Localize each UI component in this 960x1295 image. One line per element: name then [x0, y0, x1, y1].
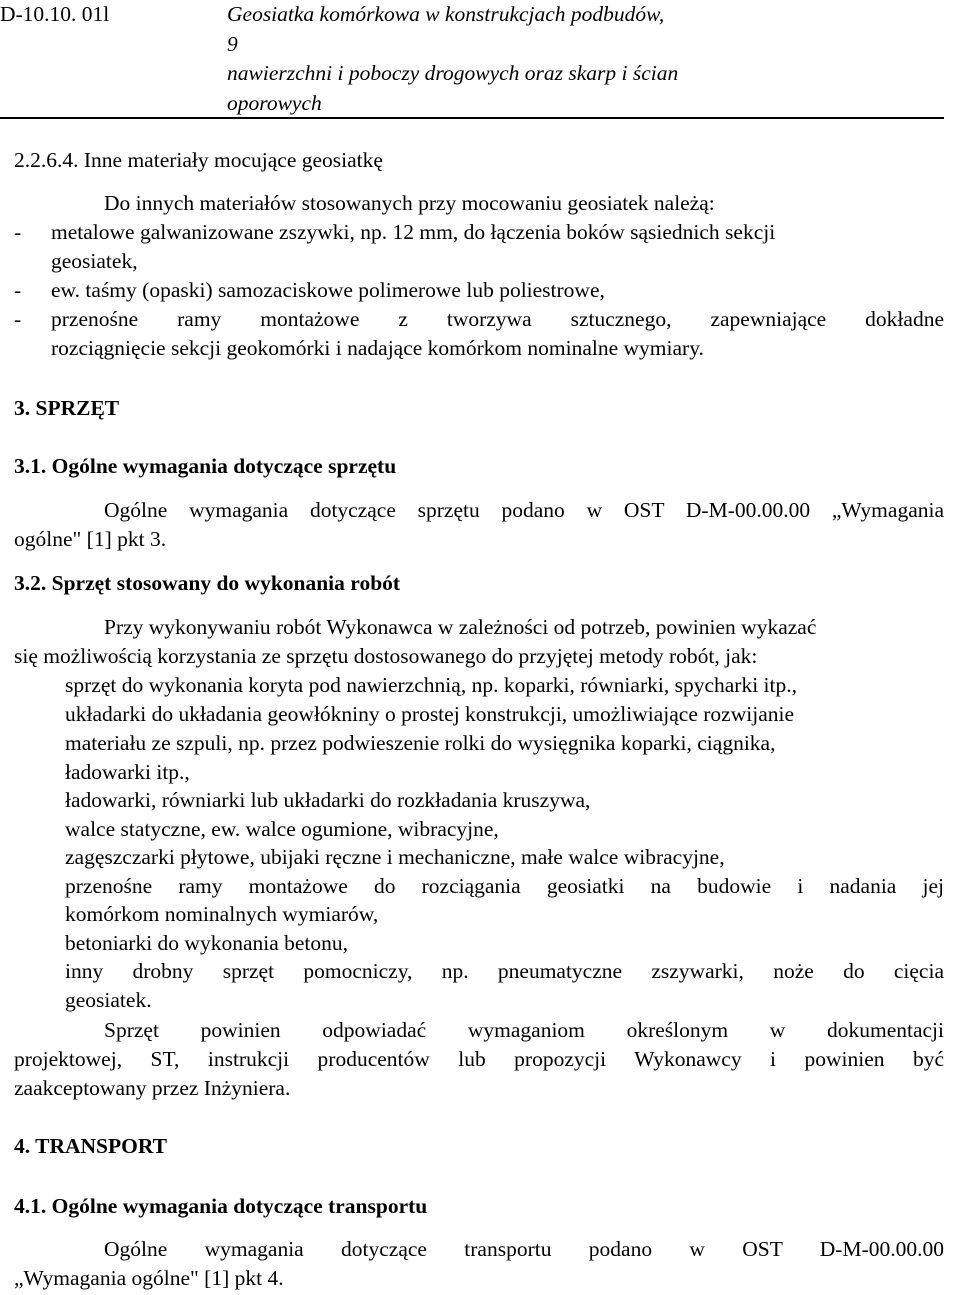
list-item-line: betoniarki do wykonania betonu,	[65, 931, 349, 955]
list-dash: -	[14, 307, 22, 331]
list-item-line: inny drobny sprzęt pomocniczy, np. pneumatyczne zszywarki, noże do cięcia	[65, 959, 944, 983]
section-heading: 3.1. Ogólne wymagania dotyczące sprzętu	[14, 454, 397, 478]
paragraph-line: „Wymagania ogólne" [1] pkt 4.	[14, 1266, 284, 1290]
list-dash: -	[14, 278, 22, 302]
paragraph-line: ogólne" [1] pkt 3.	[14, 527, 167, 551]
spec-title-line: nawierzchni i poboczy drogowych oraz skarp i ścian	[227, 61, 679, 85]
paragraph-line: się możliwością korzystania ze sprzętu dostosowanego do przyjętej metody robót, jak:	[14, 644, 758, 668]
page-header	[0, 0, 944, 119]
spec-title-line: oporowych	[227, 90, 322, 115]
section-heading: 2.2.6.4. Inne materiały mocujące geosiatkę	[14, 148, 383, 172]
paragraph-line: Przy wykonywaniu robót Wykonawca w zależności od potrzeb, powinien wykazać	[104, 615, 817, 639]
section-heading: 4.1. Ogólne wymagania dotyczące transportu	[14, 1194, 428, 1218]
list-item-line: rozciągnięcie sekcji geokomórki i nadające komórkom nominalne wymiary.	[51, 336, 704, 360]
paragraph-line: Do innych materiałów stosowanych przy mocowaniu geosiatek należą:	[104, 191, 715, 215]
spec-title-line: Geosiatka komórkowa w konstrukcjach podbudów,	[227, 2, 665, 26]
list-dash: -	[14, 220, 22, 244]
list-item-line: przenośne ramy montażowe do rozciągania geosiatki na budowie i nadania jej	[65, 874, 944, 898]
paragraph-line: Ogólne wymagania dotyczące sprzętu podano w OST D-M-00.00.00 „Wymagania	[104, 498, 944, 522]
paragraph-line: Sprzęt powinien odpowiadać wymaganiom określonym w dokumentacji	[104, 1018, 944, 1042]
spec-code: D-10.10. 01l	[0, 2, 110, 26]
chapter-heading: 3. SPRZĘT	[14, 396, 120, 420]
list-item-line: materiału ze szpuli, np. przez podwieszenie rolki do wysięgnika koparki, ciągnika,	[65, 731, 776, 755]
list-item-line: ładowarki itp.,	[65, 760, 190, 784]
list-item-line: ew. taśmy (opaski) samozaciskowe polimerowe lub poliestrowe,	[51, 278, 605, 302]
paragraph-line: zaakceptowany przez Inżyniera.	[14, 1076, 291, 1100]
list-item-line: przenośne ramy montażowe z tworzywa sztucznego, zapewniające dokładne	[51, 307, 944, 331]
section-heading: 3.2. Sprzęt stosowany do wykonania robót	[14, 571, 401, 595]
page-number: 9	[227, 31, 238, 56]
paragraph-line: Ogólne wymagania dotyczące transportu podano w OST D-M-00.00.00	[104, 1237, 944, 1261]
list-item-line: ładowarki, równiarki lub układarki do rozkładania kruszywa,	[65, 788, 591, 812]
list-item-line: walce statyczne, ew. walce ogumione, wibracyjne,	[65, 817, 499, 841]
spec-title	[227, 0, 678, 118]
list-item-line: metalowe galwanizowane zszywki, np. 12 mm, do łączenia boków sąsiednich sekcji	[51, 220, 776, 244]
list-item-line: układarki do układania geowłókniny o prostej konstrukcji, umożliwiające rozwijanie	[65, 702, 795, 726]
list-item-line: geosiatek.	[65, 988, 152, 1012]
list-item-line: komórkom nominalnych wymiarów,	[65, 902, 379, 926]
chapter-heading: 4. TRANSPORT	[14, 1134, 167, 1158]
list-item-line: sprzęt do wykonania koryta pod nawierzchnią, np. koparki, równiarki, spycharki itp.,	[65, 673, 797, 697]
paragraph-line: projektowej, ST, instrukcji producentów lub propozycji Wykonawcy i powinien być	[14, 1047, 944, 1071]
list-item-line: geosiatek,	[51, 249, 138, 273]
list-item-line: zagęszczarki płytowe, ubijaki ręczne i mechaniczne, małe walce wibracyjne,	[65, 845, 725, 869]
